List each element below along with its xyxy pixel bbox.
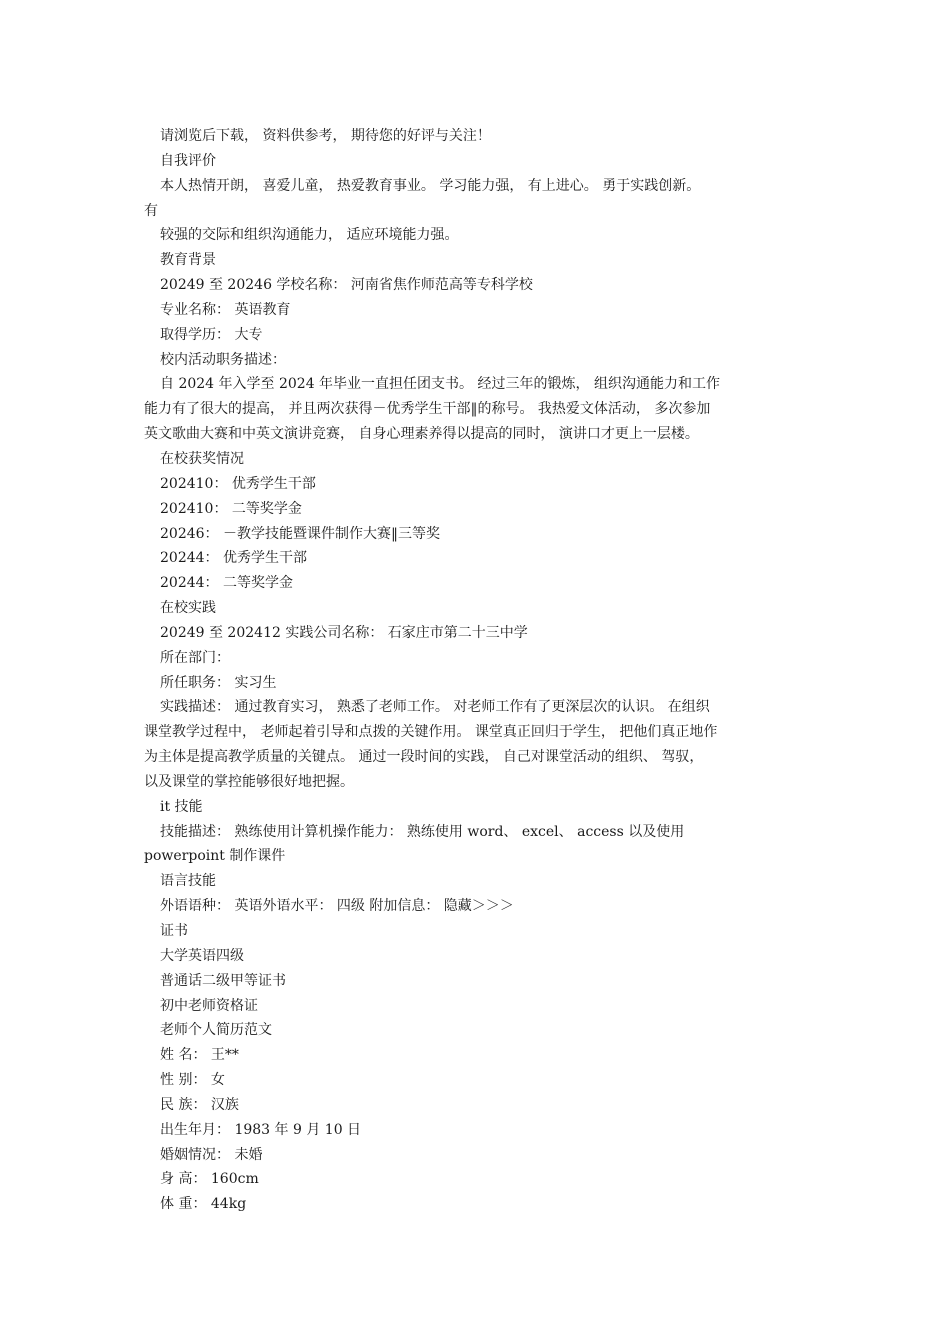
profile-marital-status: 婚姻情况： 未婚	[160, 1146, 263, 1163]
certificate-item: 普通话二级甲等证书	[160, 972, 286, 989]
it-skills-line-1: 技能描述： 熟练使用计算机操作能力： 熟练使用 word、 excel、 access 以及使用	[160, 823, 685, 840]
document-body	[0, 124, 950, 1217]
practice-position: 所任职务： 实习生	[160, 674, 277, 691]
certificate-item: 大学英语四级	[160, 947, 244, 964]
profile-birthdate: 出生年月： 1983 年 9 月 10 日	[160, 1121, 362, 1138]
profile-gender: 性 别： 女	[160, 1072, 225, 1089]
education-school: 20249 至 20246 学校名称： 河南省焦作师范高等专科学校	[160, 277, 533, 294]
practice-description-line-4: 以及课堂的掌控能够很好地把握。	[144, 773, 354, 790]
heading-it-skills: it 技能	[160, 798, 203, 815]
heading-self-evaluation: 自我评价	[160, 152, 216, 169]
profile-height: 身 高： 160cm	[160, 1171, 259, 1188]
download-notice: 请浏览后下载， 资料供参考， 期待您的好评与关注！	[160, 128, 491, 144]
profile-name: 姓 名： 王**	[160, 1047, 239, 1064]
language-skills-detail: 外语语种： 英语外语水平： 四级 附加信息： 隐藏＞＞＞	[160, 898, 514, 915]
award-item: 202410： 二等奖学金	[160, 500, 302, 517]
practice-department: 所在部门：	[160, 649, 230, 666]
heading-awards: 在校获奖情况	[160, 450, 244, 467]
heading-practice: 在校实践	[160, 600, 216, 617]
campus-activities-line-1: 自 2024 年入学至 2024 年毕业一直担任团支书。 经过三年的锻炼， 组织沟通能力和工作	[160, 376, 720, 393]
self-evaluation-line-3: 较强的交际和组织沟通能力， 适应环境能力强。	[160, 227, 459, 244]
education-degree: 取得学历： 大专	[160, 326, 263, 343]
heading-language-skills: 语言技能	[160, 873, 216, 890]
profile-weight: 体 重： 44kg	[160, 1196, 247, 1213]
practice-description-line-3: 为主体是提高教学质量的关键点。 通过一段时间的实践， 自己对课堂活动的组织、 驾驭，	[144, 749, 704, 766]
education-major: 专业名称： 英语教育	[160, 301, 291, 318]
practice-description-line-1: 实践描述： 通过教育实习， 熟悉了老师工作。 对老师工作有了更深层次的认识。 在组织	[160, 699, 710, 716]
award-item: 20244： 优秀学生干部	[160, 550, 307, 567]
heading-resume-sample: 老师个人简历范文	[160, 1022, 272, 1039]
certificate-item: 初中老师资格证	[160, 997, 258, 1014]
campus-activities-line-2: 能力有了很大的提高， 并且两次获得－优秀学生干部‖的称号。 我热爱文体活动， 多次参加	[144, 401, 711, 418]
heading-campus-activities: 校内活动职务描述：	[160, 351, 286, 368]
practice-company: 20249 至 202412 实践公司名称： 石家庄市第二十三中学	[160, 624, 528, 641]
practice-description-line-2: 课堂教学过程中， 老师起着引导和点拨的关键作用。 课堂真正回归于学生， 把他们真正地作	[144, 724, 718, 741]
self-evaluation-line-1: 本人热情开朗， 喜爱儿童， 热爱教育事业。 学习能力强， 有上进心。 勇于实践创新。	[160, 177, 701, 194]
award-item: 20246： －教学技能暨课件制作大赛‖三等奖	[160, 525, 440, 542]
campus-activities-line-3: 英文歌曲大赛和中英文演讲竞赛， 自身心理素养得以提高的同时， 演讲口才更上一层楼。	[144, 426, 699, 443]
heading-education: 教育背景	[160, 252, 216, 269]
it-skills-line-2: powerpoint 制作课件	[144, 848, 286, 865]
profile-ethnicity: 民 族： 汉族	[160, 1096, 239, 1113]
heading-certificates: 证书	[160, 923, 188, 939]
award-item: 202410： 优秀学生干部	[160, 475, 316, 492]
self-evaluation-line-2: 有	[144, 202, 158, 219]
award-item: 20244： 二等奖学金	[160, 575, 293, 592]
